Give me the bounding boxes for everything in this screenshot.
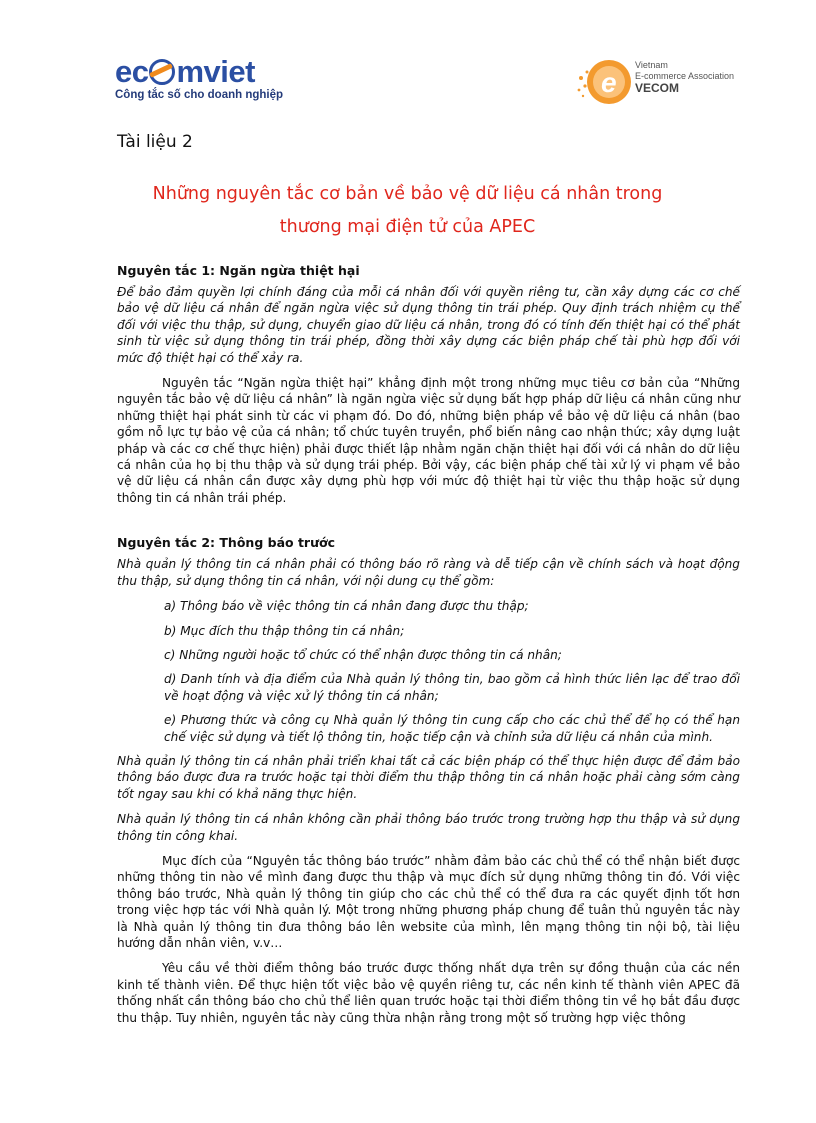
section-2-heading: Nguyên tắc 2: Thông báo trước: [117, 535, 335, 551]
section-2-para-1: Nhà quản lý thông tin cá nhân phải triển khai tất cả các biện pháp có thể thực hiện được để đảm bảo thông báo được đưa ra trước hoặc tại thời điểm thu thập thông tin cá nhân hoặc phải càng sớm càng tốt ngay sau khi có khả năng thực hiện.: [117, 753, 740, 801]
title-line-1: Những nguyên tắc cơ bản về bảo vệ dữ liệu cá nhân trong: [152, 184, 663, 204]
ecomviet-logo: [115, 55, 285, 107]
vecom-line2: E-commerce Association: [635, 71, 735, 81]
section-2-body-2: Yêu cầu về thời điểm thông báo trước được thống nhất dựa trên sự đồng thuận của các nền kinh tế thành viên. Để thực hiện tốt việc bảo vệ quyền riêng tư, các nền kinh tế thành viên APEC đã thống nhất cần thông báo cho chủ thể liên quan trước hoặc tại thời điểm thông tin về họ bắt đầu được thu thập. Tuy nhiên, nguyên tắc này cũng thừa nhận rằng trong một số trường hợp việc thông: [117, 961, 740, 1025]
vecom-text: [635, 60, 734, 94]
list-item: c) Những người hoặc tổ chức có thể nhận được thông tin cá nhân;: [164, 647, 562, 662]
list-item: a) Thông báo về việc thông tin cá nhân đang được thu thập;: [164, 599, 529, 614]
svg-text:e: e: [601, 67, 617, 98]
notice-items-list: [164, 598, 740, 745]
list-item: d) Danh tính và địa điểm của Nhà quản lý thông tin, bao gồm cả hình thức liên lạc để trao đổi về hoạt động và việc xử lý thông tin cá nhân;: [164, 672, 740, 703]
section-1-heading: Nguyên tắc 1: Ngăn ngừa thiệt hại: [117, 263, 360, 278]
section-2-intro: Nhà quản lý thông tin cá nhân phải có thông báo rõ ràng và dễ tiếp cận về chính sách và hoạt động thu thập, sử dụng thông tin cá nhân, với nội dung cụ thể gồm:: [117, 557, 740, 588]
vecom-e-icon: [575, 56, 637, 108]
document-label: Tài liệu 2: [117, 132, 193, 152]
list-item: e) Phương thức và công cụ Nhà quản lý thông tin cung cấp cho các chủ thể để họ có thể hạn chế việc sử dụng và tiết lộ thông tin, hoặc tiếp cận và chỉnh sửa dữ liệu cá nhân của mình.: [164, 713, 740, 744]
vecom-line1: Vietnam: [635, 60, 668, 70]
section-1-body: Nguyên tắc “Ngăn ngừa thiệt hại” khẳng định một trong những mục tiêu cơ bản của “Những nguyên tắc bảo vệ dữ liệu cá nhân” là ngăn ngừa việc sử dụng bất hợp pháp dữ liệu cá nhân cũng như những thiệt hại phát sinh từ các vi phạm đó. Do đó, những biện pháp về bảo vệ dữ liệu cá nhân (bao gồm nỗ lực tự bảo vệ của cá nhân; tổ chức tuyên truyền, phổ biến nâng cao nhận thức; xây dựng luật pháp và các cơ chế thực hiện) phải được thiết lập nhằm ngăn chặn thiệt hại đối với cá nhân do dữ liệu cá nhân của họ bị thu thập và sử dụng trái phép. Bởi vậy, các biện pháp chế tài xử lý vi phạm về bảo vệ dữ liệu cá nhân cần được xây dựng phù hợp với mức độ thiệt hại từ việc thu thập hoặc sử dụng thông tin cá nhân trái phép.: [117, 376, 740, 505]
document-body: [117, 262, 740, 1026]
document-title: [115, 178, 700, 244]
vecom-logo: [575, 52, 745, 112]
vecom-line3: VECOM: [635, 81, 680, 95]
title-line-2: thương mại điện tử của APEC: [279, 217, 536, 237]
ecomviet-tagline: Công tắc số cho doanh nghiệp: [115, 89, 284, 101]
section-2-para-2: Nhà quản lý thông tin cá nhân không cần phải thông báo trước trong trường hợp thu thập và sử dụng thông tin công khai.: [117, 812, 740, 843]
section-2-body-1: Mục đích của “Nguyên tắc thông báo trước” nhằm đảm bảo các chủ thể có thể nhận biết được những thông tin nào về mình đang được thu thập và mục đích sử dụng những thông tin đó. Với việc thông báo trước, Nhà quản lý thông tin giúp cho các chủ thể có thể đưa ra các quyết định tốt hơn trong việc hợp tác với Nhà quản lý. Một trong những phương pháp chung để tuân thủ nguyên tắc này là Nhà quản lý thông tin đưa thông báo lên website của mình, lên mạng thông tin nội bộ, tài liệu hướng dẫn nhân viên, v.v…: [117, 853, 740, 950]
section-1-intro: Để bảo đảm quyền lợi chính đáng của mỗi cá nhân đối với quyền riêng tư, cần xây dựng các cơ chế bảo vệ dữ liệu cá nhân để ngăn ngừa việc sử dụng thông tin trái phép. Quy định trách nhiệm cụ thể đối với việc thu thập, sử dụng, chuyển giao dữ liệu cá nhân, trong đó có tính đến thiệt hại có thể phát sinh từ việc sử dụng thông tin trái phép, đồng thời xây dựng các biện pháp chế tài phù hợp đối với mức độ thiệt hại có thể xảy ra.: [117, 285, 740, 365]
list-item: b) Mục đích thu thập thông tin cá nhân;: [164, 623, 405, 638]
ecomviet-wordmark: ec mviet: [115, 54, 255, 89]
